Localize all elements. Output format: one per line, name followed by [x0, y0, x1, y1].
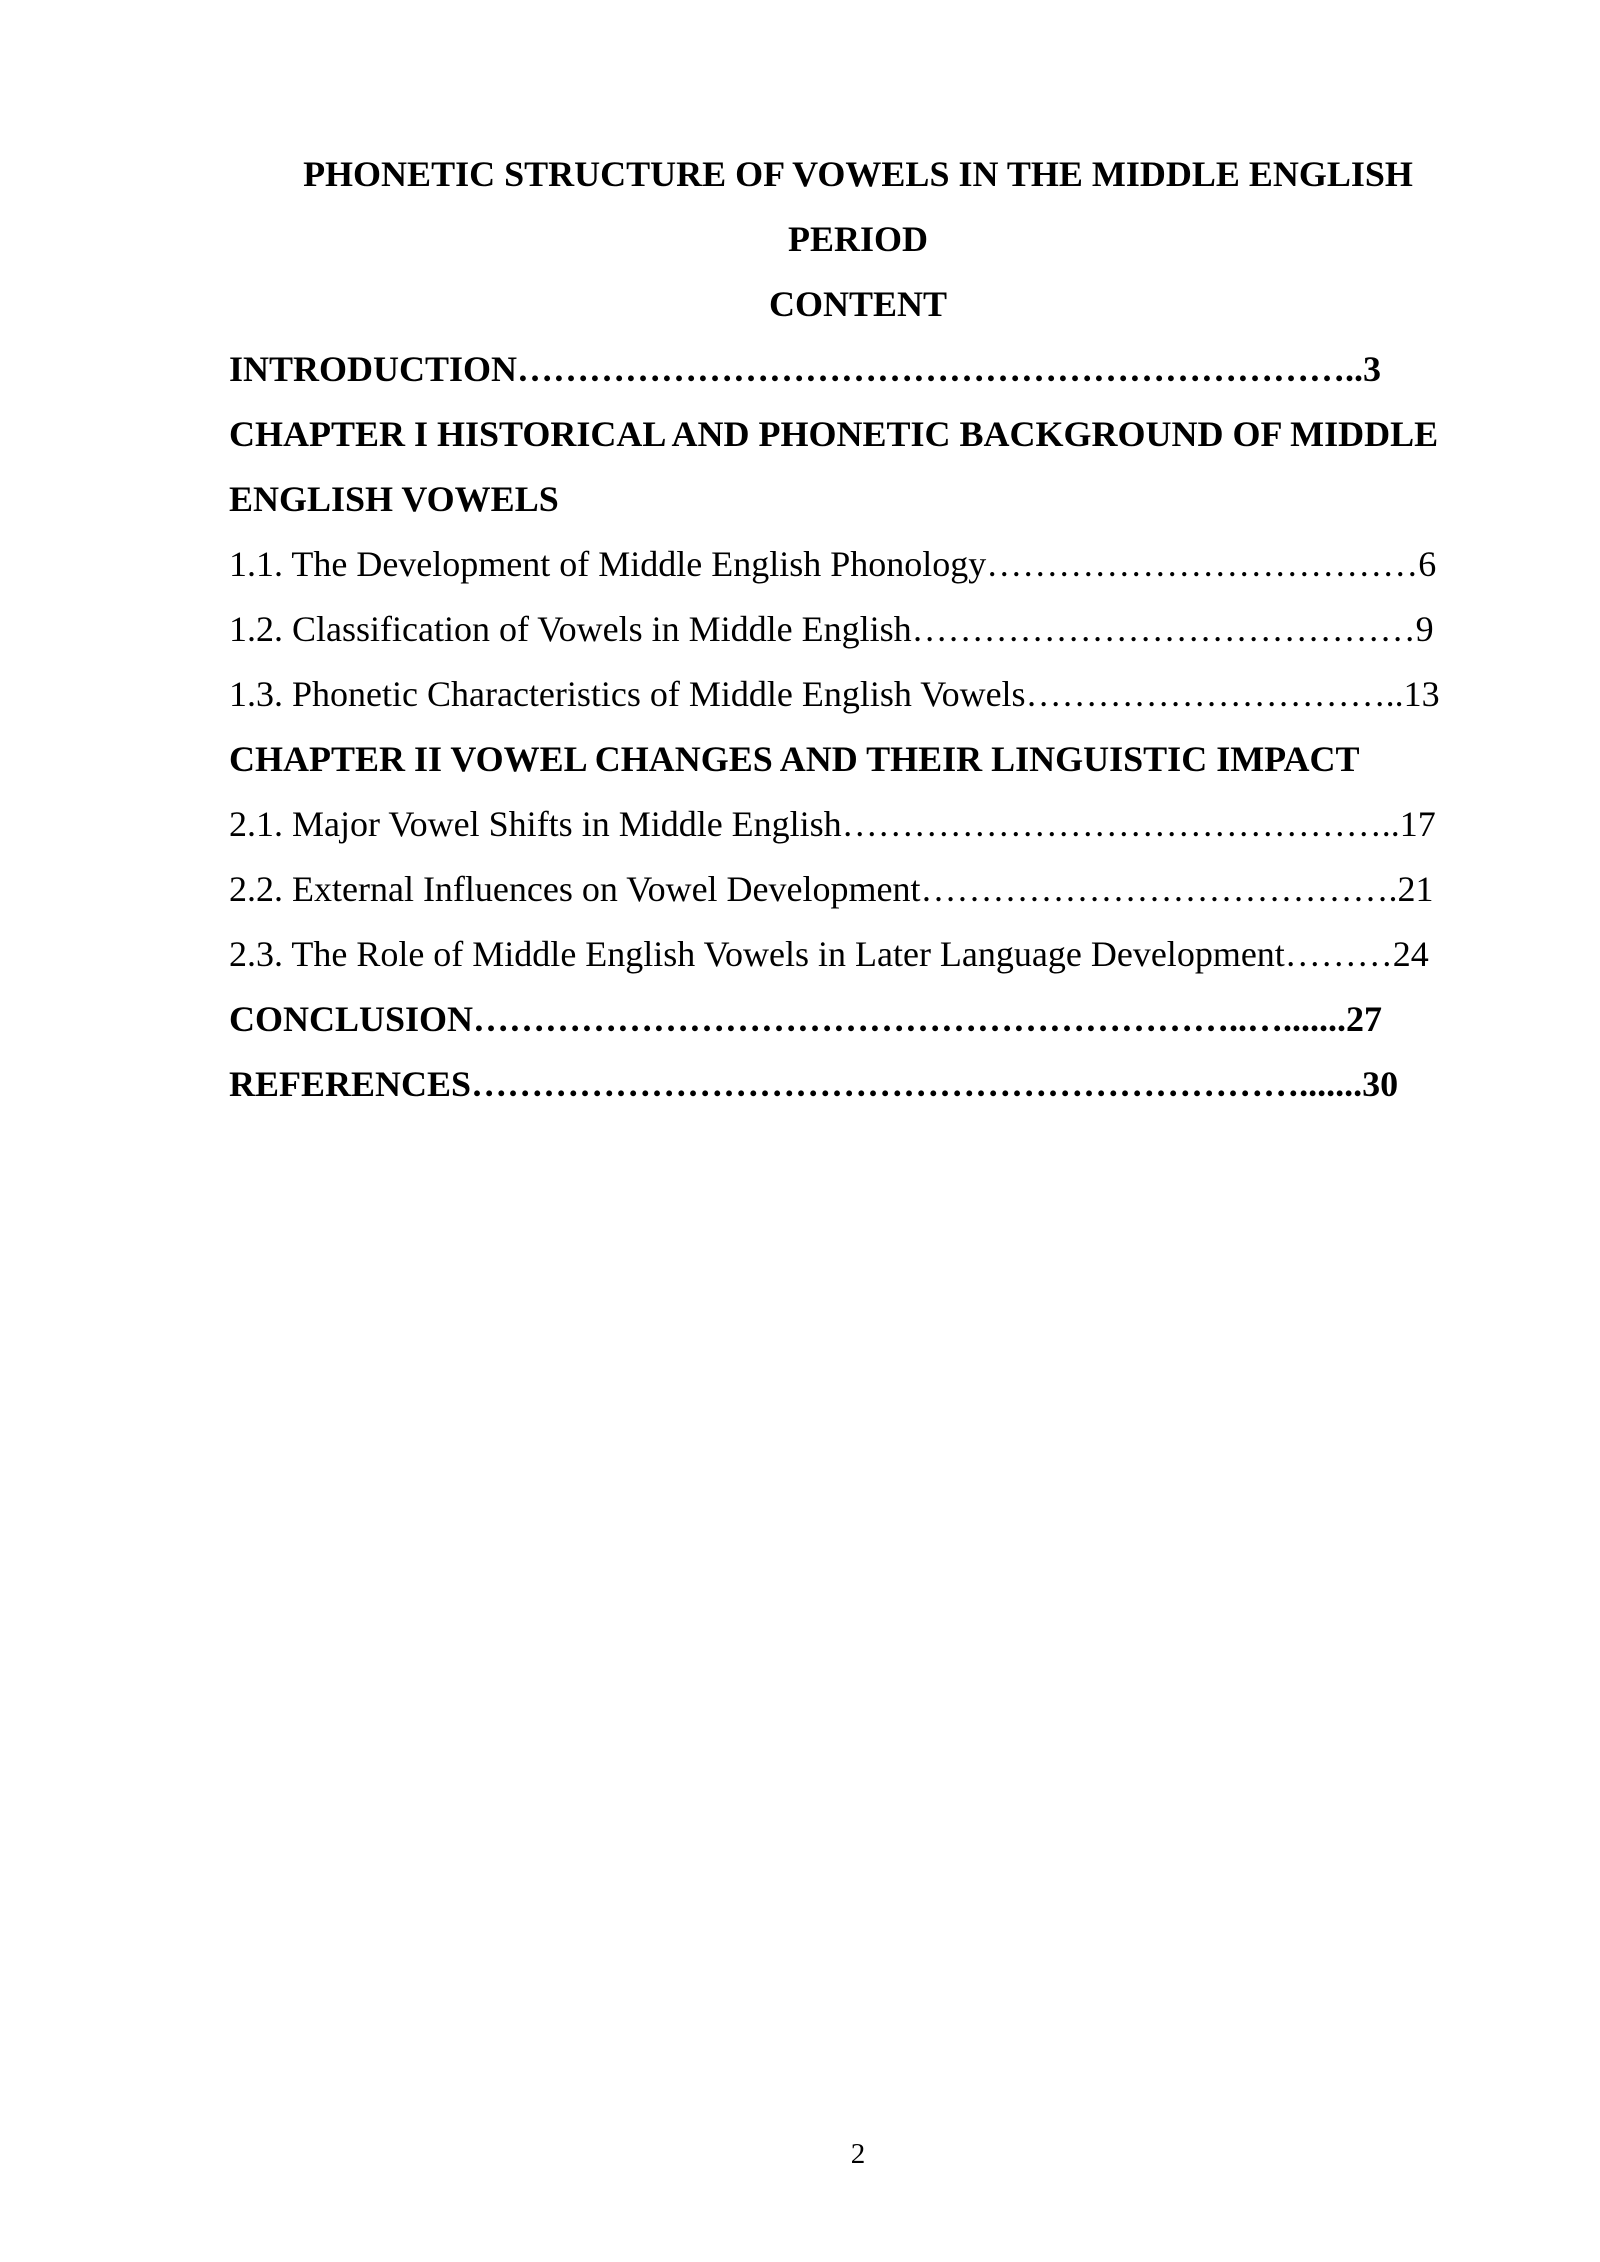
toc-entry-1-3 — [229, 662, 1487, 727]
content-heading: CONTENT — [768, 284, 948, 324]
toc-entry-text: INTRODUCTION — [229, 349, 518, 389]
toc-leader: ………………………………………………………..…....... — [473, 999, 1347, 1039]
toc-page-number: 9 — [1415, 609, 1434, 649]
toc-entry-1-2 — [229, 597, 1487, 662]
toc-entry-text: CONCLUSION — [229, 999, 474, 1039]
toc-entry-text: REFERENCES — [229, 1064, 472, 1104]
toc-page-number: 30 — [1362, 1064, 1399, 1104]
toc-chapter-1-heading-line-1: CHAPTER I HISTORICAL AND PHONETIC BACKGROUND OF MIDDLE — [229, 414, 1439, 454]
toc-entry-2-3 — [229, 922, 1487, 987]
toc-entry-references — [229, 1052, 1487, 1117]
document-title-line-1: PHONETIC STRUCTURE OF VOWELS IN THE MIDDLE ENGLISH — [303, 154, 1413, 194]
toc-page-number: 17 — [1399, 804, 1436, 844]
toc-page-number: 13 — [1403, 674, 1440, 714]
toc-entry-introduction — [229, 337, 1487, 402]
toc-leader: …………………………………… — [911, 609, 1416, 649]
toc-leader: ……………………………………….. — [841, 804, 1400, 844]
toc-entry-1-1 — [229, 532, 1487, 597]
document-title-line-2: PERIOD — [787, 219, 928, 259]
toc-entry-2-2 — [229, 857, 1487, 922]
toc-page-number: 21 — [1397, 869, 1434, 909]
toc-page-number: 27 — [1346, 999, 1383, 1039]
toc-chapter-2-heading: CHAPTER II VOWEL CHANGES AND THEIR LINGUISTIC IMPACT — [229, 739, 1360, 779]
toc-entry-conclusion — [229, 987, 1487, 1052]
toc-chapter-1-heading-line-2: ENGLISH VOWELS — [229, 479, 559, 519]
toc-leader: …………………………………………………………….. — [517, 349, 1364, 389]
toc-leader: ……………………………… — [986, 544, 1419, 584]
toc-entry-2-1 — [229, 792, 1487, 857]
toc-entry-text: 2.2. External Influences on Vowel Development — [229, 869, 921, 909]
toc-leader: ……… — [1284, 934, 1393, 974]
toc-entry-text: 2.1. Major Vowel Shifts in Middle English — [229, 804, 842, 844]
toc-page-number: 24 — [1392, 934, 1429, 974]
toc-leader: ……………………………………………………………....... — [471, 1064, 1363, 1104]
toc-leader: …………………………………. — [920, 869, 1398, 909]
toc-page-number: 6 — [1418, 544, 1437, 584]
toc-entry-text: 1.1. The Development of Middle English Phonology — [229, 544, 987, 584]
toc-entry-text: 1.3. Phonetic Characteristics of Middle English Vowels — [229, 674, 1026, 714]
toc-entry-text: 2.3. The Role of Middle English Vowels in Later Language Development — [229, 934, 1285, 974]
page-number: 2 — [850, 2138, 866, 2170]
toc-leader: ………………………….. — [1025, 674, 1404, 714]
toc-page-number: 3 — [1363, 349, 1382, 389]
toc-entry-text: 1.2. Classification of Vowels in Middle English — [229, 609, 912, 649]
